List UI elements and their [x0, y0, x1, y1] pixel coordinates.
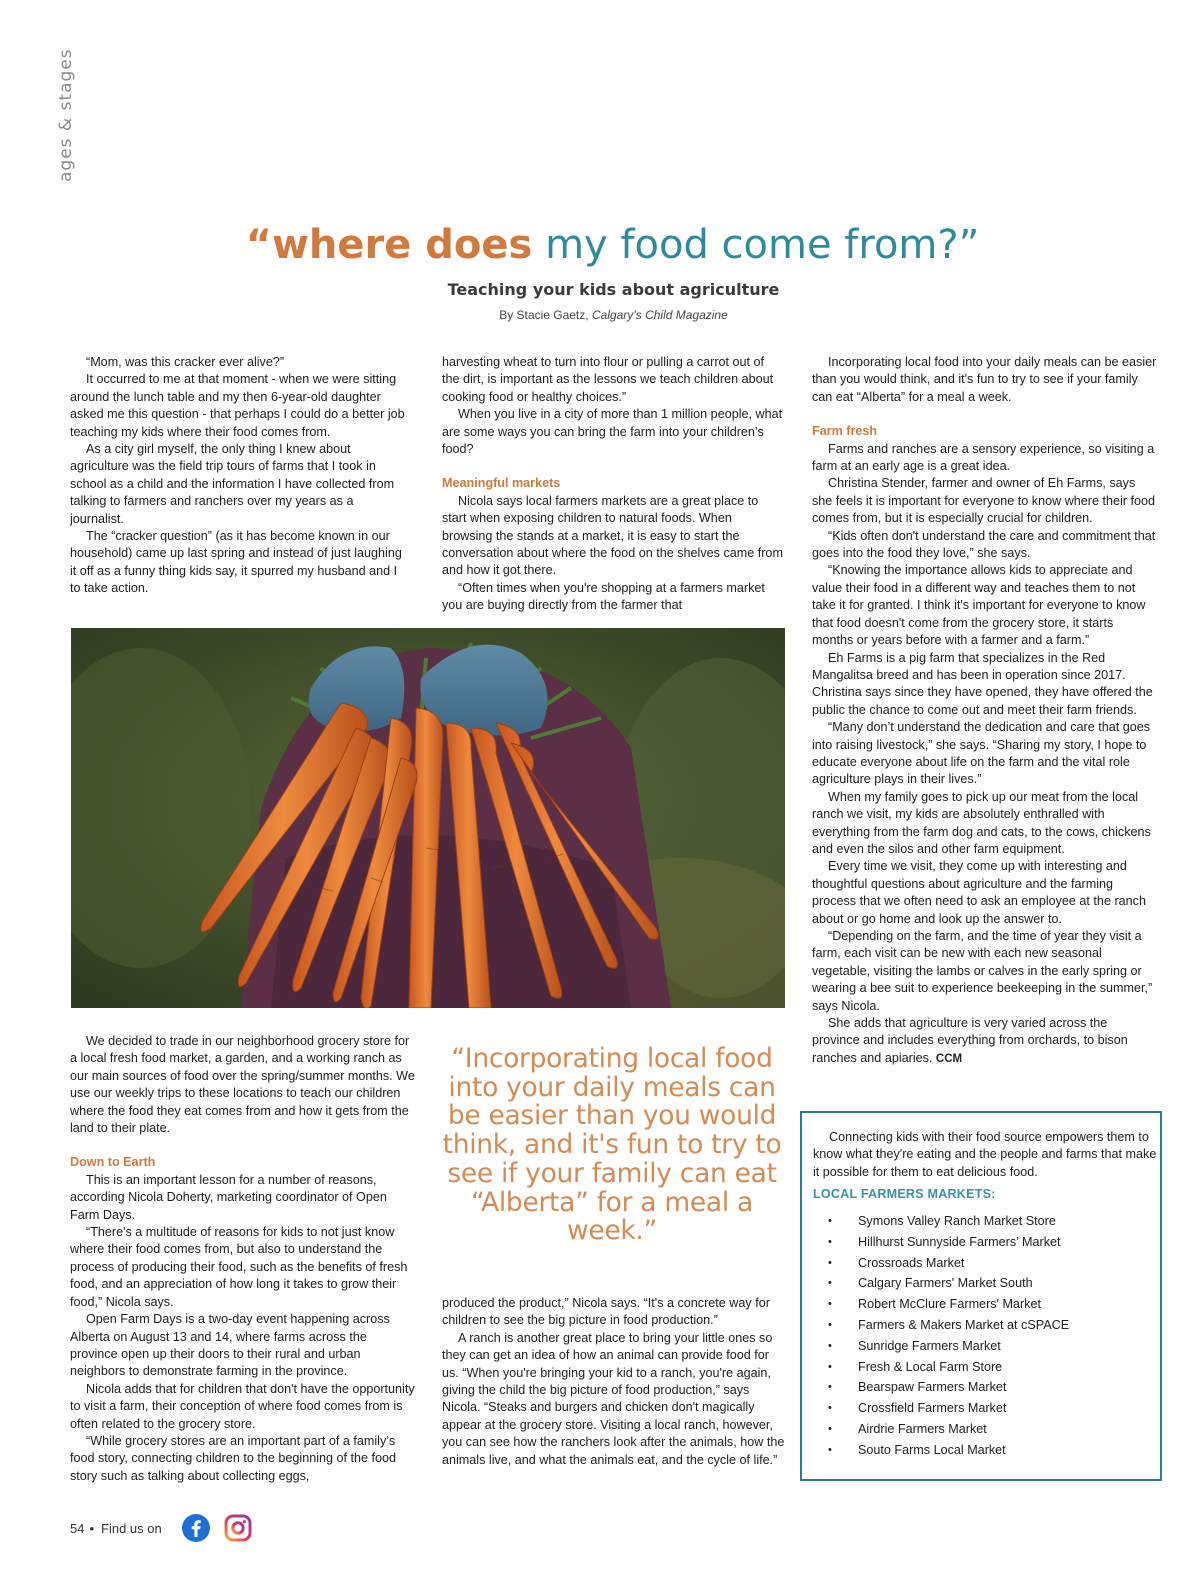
carrots-photo	[71, 628, 785, 1008]
list-item: • Fresh & Local Farm Store	[802, 1358, 1069, 1379]
column-1-bottom	[70, 1033, 415, 1485]
list-item: • Crossroads Market	[802, 1254, 1069, 1275]
paragraph: A ranch is another great place to bring your little ones so they can get an idea of how an animal can provide food for us. “When you're bringing your kid to a ranch, you're again, giving the child the big picture of food production,” says Nicola. “Steaks and burgers and chicken don't magically appear at the grocery store. Visiting a local ranch, however, you can see how the ranchers look after the animals, how the animals live, and what the animals eat, and the cycle of life.”	[442, 1330, 785, 1467]
page-number: 54	[70, 1520, 85, 1536]
paragraph: produced the product,” Nicola says. “It's a concrete way for children to see the big picture in food production.”	[442, 1296, 770, 1328]
find-us-label: Find us on	[101, 1520, 162, 1536]
farmers-markets-sidebar	[800, 1111, 1162, 1481]
closing-paragraph	[812, 1015, 1157, 1068]
column-1-top	[70, 354, 408, 598]
section-heading: Meaningful markets	[442, 476, 561, 491]
ccm-signoff: CCM	[935, 1052, 963, 1065]
column-2-top	[442, 354, 784, 615]
list-item: • Symons Valley Ranch Market Store	[802, 1212, 1069, 1233]
page-footer	[70, 1513, 252, 1543]
markets-list	[802, 1212, 1069, 1462]
section-heading: Farm fresh	[812, 424, 878, 439]
list-item: • Bearspaw Farmers Market	[802, 1378, 1069, 1399]
section-heading: Down to Earth	[70, 1155, 156, 1170]
list-item: • Hillhurst Sunnyside Farmers’ Market	[802, 1233, 1069, 1254]
paragraph: Nicola says local farmers markets are a great place to start when exposing children to natural foods. When browsing the stands at a market, it is easy to start the conversation about where the food on the shelves came from and how it got there.	[442, 493, 783, 578]
article-subtitle: Teaching your kids about agriculture	[447, 280, 780, 299]
carrots-illustration	[71, 628, 785, 1008]
paragraph-text: She adds that agriculture is very varied across the province and includes everything from orchards, to bison ranches and apiaries.	[812, 1016, 1128, 1065]
paragraph: Incorporating local food into your daily meals can be easier than you would think, and it's fun to try to see if your family can eat “Alberta” for a meal a week.	[812, 355, 1157, 404]
instagram-icon[interactable]	[224, 1514, 252, 1542]
list-item: • Farmers & Makers Market at cSPACE	[802, 1316, 1069, 1337]
list-item: • Robert McClure Farmers' Market	[802, 1295, 1069, 1316]
paragraph: “Knowing the importance allows kids to appreciate and value their food in a different way and teaches them to not take it for granted. I think it's important for everyone to know that food doesn't come from the grocery store, it starts months or years before with a farmer and a farm.”	[812, 563, 1146, 648]
sidebar-heading: LOCAL FARMERS MARKETS:	[813, 1187, 996, 1201]
paragraph: Farms and ranches are a sensory experience, so visiting a farm at an early age is a great idea.	[812, 441, 1155, 474]
byline-author: By Stacie Gaetz,	[499, 308, 589, 322]
pull-quote: “Incorporating local food into your daily meals can be easier than you would think, and it's fun to try to see if your family can eat “Alberta” for a meal a week.”	[442, 1043, 782, 1247]
list-item: • Sunridge Farmers Market	[802, 1337, 1069, 1358]
byline-publication: Calgary’s Child Magazine	[591, 308, 728, 322]
paragraph: “Many don’t understand the dedication and care that goes into raising livestock,” she says. “Sharing my story, I hope to educate everyone about life on the farm and the vital role agriculture plays in their lives.”	[812, 720, 1151, 787]
list-item: • Souto Farms Local Market	[802, 1441, 1069, 1462]
paragraph: “Depending on the farm, and the time of year they visit a farm, each visit can be new with each new seasonal vegetable, visiting the lambs or calves in the early spring or wearing a bee suit to experience beekeeping in the summer,” says Nicola.	[812, 929, 1153, 1013]
list-item: • Airdrie Farmers Market	[802, 1420, 1069, 1441]
paragraph: “Often times when you're shopping at a farmers market you are buying directly from the farmer that	[442, 580, 765, 613]
paragraph: We decided to trade in our neighborhood grocery store for a local fresh food market, a garden, and a working ranch as our main sources of food over the spring/summer months. We use our weekly trips to these locations to teach our children where the food they eat comes from and how it gets from the land to their plate.	[70, 1034, 415, 1136]
paragraph: It occurred to me at that moment - when we were sitting around the lunch table and my then 6-year-old daughter asked me this question - that perhaps I could do a better job teaching my kids where their food comes from.	[70, 372, 405, 439]
paragraph: Nicola adds that for children that don't have the opportunity to visit a farm, their conception of where food comes from is often related to the grocery store.	[70, 1381, 415, 1431]
column-2-bottom	[442, 1295, 787, 1469]
title-part2: my food come from?”	[545, 222, 980, 268]
paragraph: “While grocery stores are an important part of a family’s food story, connecting children to the beginning of the food story such as talking about collecting eggs,	[70, 1433, 397, 1483]
paragraph: Open Farm Days is a two-day event happening across Alberta on August 13 and 14, where farms across the province open up their doors to their rural and urban neighbors to demonstrate farming in the province.	[70, 1312, 390, 1379]
paragraph: As a city girl myself, the only thing I knew about agriculture was the field trip tours of farms that I took in school as a child and the information I have collected from talking to farmers and ranchers over my years as a journalist.	[70, 442, 395, 526]
list-item: • Crossfield Farmers Market	[802, 1399, 1069, 1420]
facebook-icon[interactable]	[182, 1514, 210, 1542]
paragraph: When you live in a city of more than 1 million people, what are some ways you can bring the farm into your children’s food?	[442, 407, 783, 457]
paragraph: The “cracker question” (as it has become known in our household) came up last spring and instead of just laughing it off as a funny thing kids say, it spurred my husband and I to take action.	[70, 529, 402, 596]
paragraph: When my family goes to pick up our meat from the local ranch we visit, my kids are absolutely enthralled with everything from the farm dog and cats, to the cows, chickens and even the silos and other farm equipment.	[812, 789, 1151, 856]
paragraph: “Kids often don't understand the care and commitment that goes into the food they love,” she says.	[812, 528, 1156, 561]
paragraph: “There's a multitude of reasons for kids to not just know where their food comes from, but also to understand the process of producing their food, such as the benefits of fresh food, and an appreciation of how long it takes to grow their food,” Nicola says.	[70, 1225, 408, 1309]
paragraph: Christina Stender, farmer and owner of Eh Farms, says she feels it is important for everyone to know where their food comes from, but it is especially crucial for children.	[812, 476, 1156, 526]
title-part1: “where does	[245, 222, 533, 268]
article-title	[0, 222, 1200, 268]
column-3	[812, 354, 1157, 1068]
list-item: • Calgary Farmers' Market South	[802, 1274, 1069, 1295]
paragraph: This is an important lesson for a number of reasons, according Nicola Doherty, marketing coordinator of Open Farm Days.	[70, 1172, 387, 1222]
section-label	[14, 48, 144, 182]
paragraph: Eh Farms is a pig farm that specializes in the Red Mangalitsa breed and has been in operation since 2017. Christina says since they have opened, they have offered the public the chance to come out and meet their farm friends.	[812, 650, 1153, 717]
section-label-text: ages & stages	[56, 48, 76, 182]
byline	[0, 308, 1200, 322]
sidebar-intro: Connecting kids with their food source empowers them to know what they're eating and the people and farms that make it possible for them to eat delicious food.	[813, 1130, 1157, 1179]
paragraph: “Mom, was this cracker ever alive?”	[86, 355, 285, 369]
paragraph: harvesting wheat to turn into flour or pulling a carrot out of the dirt, is important as the lessons we teach children about cooking food or healthy choices.”	[442, 355, 774, 404]
paragraph: Every time we visit, they come up with interesting and thoughtful questions about agriculture and the farming process that we often need to ask an employee at the ranch about or go home and look up the answer to.	[812, 859, 1146, 926]
separator: •	[89, 1520, 95, 1536]
